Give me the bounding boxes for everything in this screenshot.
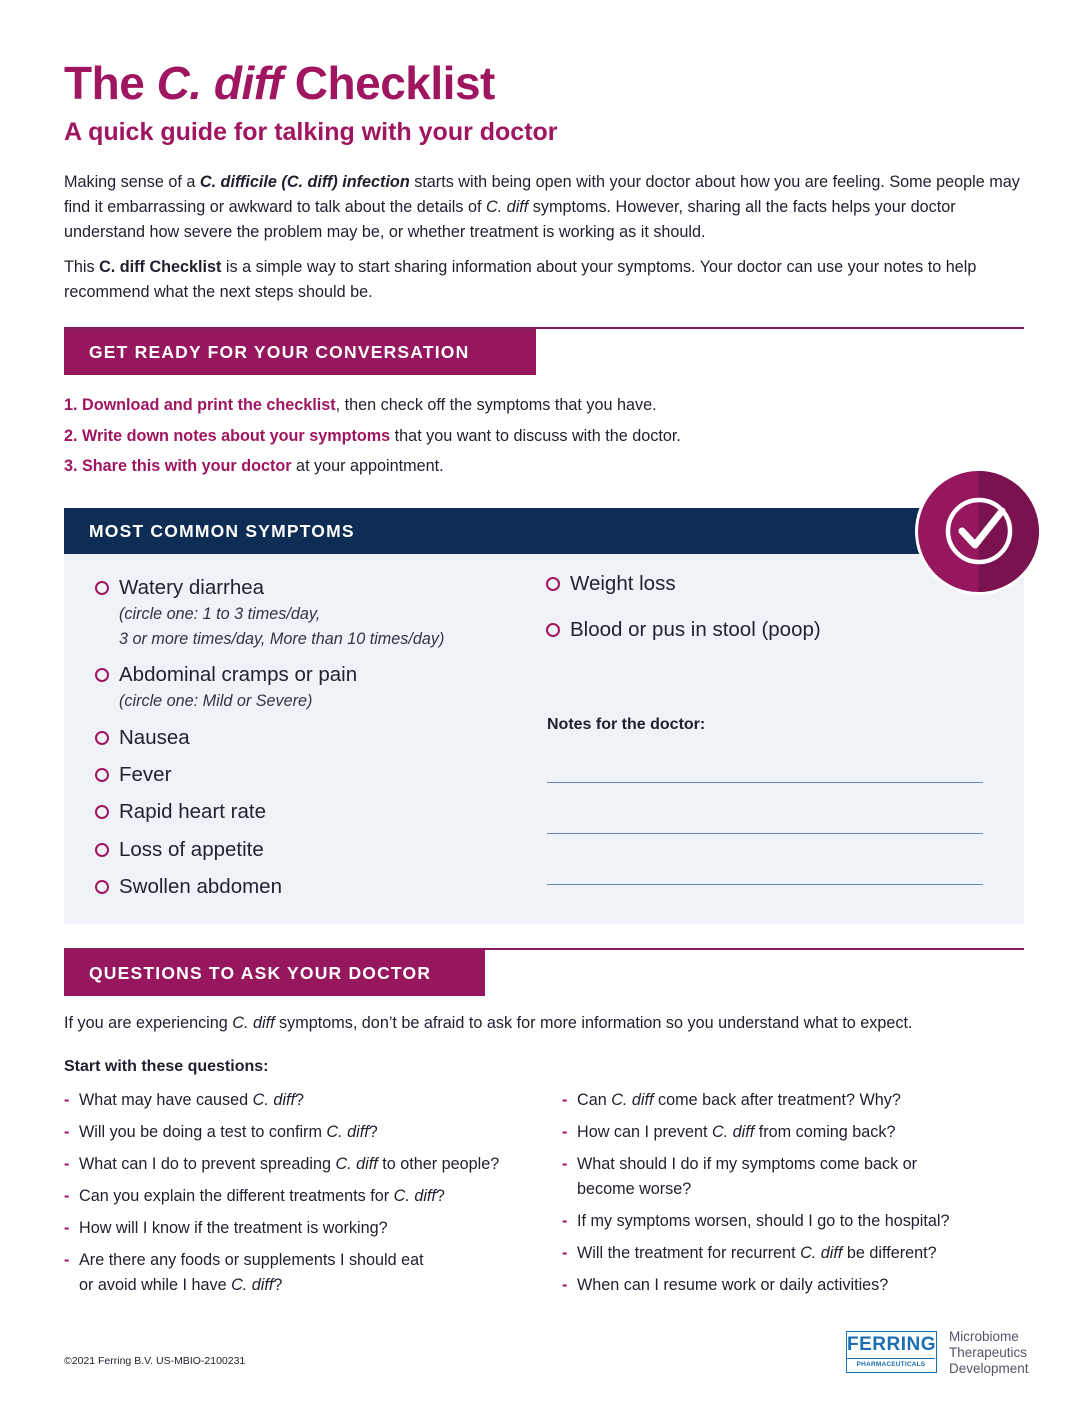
question-item: - If my symptoms worsen, should I go to the hospital? xyxy=(562,1209,950,1234)
checkbox-circle-icon[interactable] xyxy=(95,843,109,857)
checkbox-circle-icon[interactable] xyxy=(546,577,560,591)
checkmark-badge xyxy=(918,471,1039,592)
question-item: - Will you be doing a test to confirm C. diff? xyxy=(64,1120,378,1145)
notes-line[interactable] xyxy=(547,782,983,783)
question-item-continuation xyxy=(64,1273,282,1298)
question-item: - Will the treatment for recurrent C. diff be different? xyxy=(562,1241,937,1266)
intro-paragraph-2: This C. diff Checklist is a simple way to start sharing information about your symptoms. Your doctor can use your notes to help recommend what the next steps should be. xyxy=(64,258,977,301)
page-title: The C. diff Checklist xyxy=(64,57,495,109)
division-line: Microbiome xyxy=(949,1329,1019,1344)
section-heading-get-ready: GET READY FOR YOUR CONVERSATION xyxy=(64,329,536,375)
section-heading-questions: QUESTIONS TO ASK YOUR DOCTOR xyxy=(64,950,485,996)
question-item: - What should I do if my symptoms come back or xyxy=(562,1152,917,1177)
questions-start-label: Start with these questions: xyxy=(64,1058,269,1075)
symptom-loss-of-appetite[interactable]: Loss of appetite xyxy=(95,838,264,862)
symptom-swollen-abdomen[interactable]: Swollen abdomen xyxy=(95,875,282,899)
symptom-blood-in-stool[interactable]: Blood or pus in stool (poop) xyxy=(546,618,821,642)
question-item: - Can C. diff come back after treatment? Why? xyxy=(562,1088,901,1113)
checkbox-circle-icon[interactable] xyxy=(546,623,560,637)
symptom-rapid-heart-rate[interactable]: Rapid heart rate xyxy=(95,800,266,824)
question-item: - How will I know if the treatment is working? xyxy=(64,1216,388,1241)
checkmark-icon xyxy=(918,471,1039,592)
section-heading-symptoms: MOST COMMON SYMPTOMS xyxy=(64,508,1024,554)
copyright: ©2021 Ferring B.V. US-MBIO-2100231 xyxy=(64,1355,246,1367)
symptom-abdominal-cramps[interactable]: Abdominal cramps or pain xyxy=(95,663,357,687)
step-3: 3. Share this with your doctor at your appointment. xyxy=(64,457,444,475)
ferring-logo xyxy=(846,1331,937,1373)
page-subtitle: A quick guide for talking with your doctor xyxy=(64,118,558,146)
symptom-nausea[interactable]: Nausea xyxy=(95,726,190,750)
division-line: Therapeutics xyxy=(949,1345,1028,1360)
intro-paragraph-1: Making sense of a C. difficile (C. diff) infection starts with being open with your doctor about how you are feeling. Some people may find it embarrassing or awkward to talk about the details of C. diff symptoms. However, sharing all the facts helps your doctor understand how severe the problem may be, or whether treatment is working as it should. xyxy=(64,173,1020,241)
logo-wordmark: FERRING xyxy=(847,1334,936,1355)
question-item: - How can I prevent C. diff from coming back? xyxy=(562,1120,896,1145)
checkbox-circle-icon[interactable] xyxy=(95,880,109,894)
symptom-weight-loss[interactable]: Weight loss xyxy=(546,572,676,596)
symptom-note: (circle one: 1 to 3 times/day, xyxy=(119,605,321,623)
question-item: - Can you explain the different treatments for C. diff? xyxy=(64,1184,445,1209)
notes-line[interactable] xyxy=(547,833,983,834)
checkbox-circle-icon[interactable] xyxy=(95,731,109,745)
question-item: - Are there any foods or supplements I should eat xyxy=(64,1248,424,1273)
division-name xyxy=(949,1329,1029,1377)
checkbox-circle-icon[interactable] xyxy=(95,768,109,782)
symptom-fever[interactable]: Fever xyxy=(95,763,171,787)
symptom-watery-diarrhea[interactable]: Watery diarrhea xyxy=(95,576,264,600)
logo-subtext: PHARMACEUTICALS xyxy=(847,1358,935,1371)
notes-label: Notes for the doctor: xyxy=(547,716,706,733)
step-1: 1. Download and print the checklist, then check off the symptoms that you have. xyxy=(64,396,657,414)
division-line: Development xyxy=(949,1361,1029,1376)
checkbox-circle-icon[interactable] xyxy=(95,581,109,595)
question-item-continuation xyxy=(562,1177,691,1202)
notes-line[interactable] xyxy=(547,884,983,885)
question-item: - What may have caused C. diff? xyxy=(64,1088,304,1113)
question-text: become worse? xyxy=(577,1180,692,1198)
question-item: - What can I do to prevent spreading C. diff to other people? xyxy=(64,1152,499,1177)
question-item: - When can I resume work or daily activities? xyxy=(562,1273,888,1298)
step-2: 2. Write down notes about your symptoms that you want to discuss with the doctor. xyxy=(64,427,681,445)
symptom-note: 3 or more times/day, More than 10 times/day) xyxy=(119,630,445,648)
symptom-note: (circle one: Mild or Severe) xyxy=(119,692,313,710)
question-text: or avoid while I have C. diff? xyxy=(79,1276,283,1294)
checkbox-circle-icon[interactable] xyxy=(95,805,109,819)
questions-intro: If you are experiencing C. diff symptoms, don’t be afraid to ask for more information so you understand what to expect. xyxy=(64,1014,913,1032)
checkbox-circle-icon[interactable] xyxy=(95,668,109,682)
